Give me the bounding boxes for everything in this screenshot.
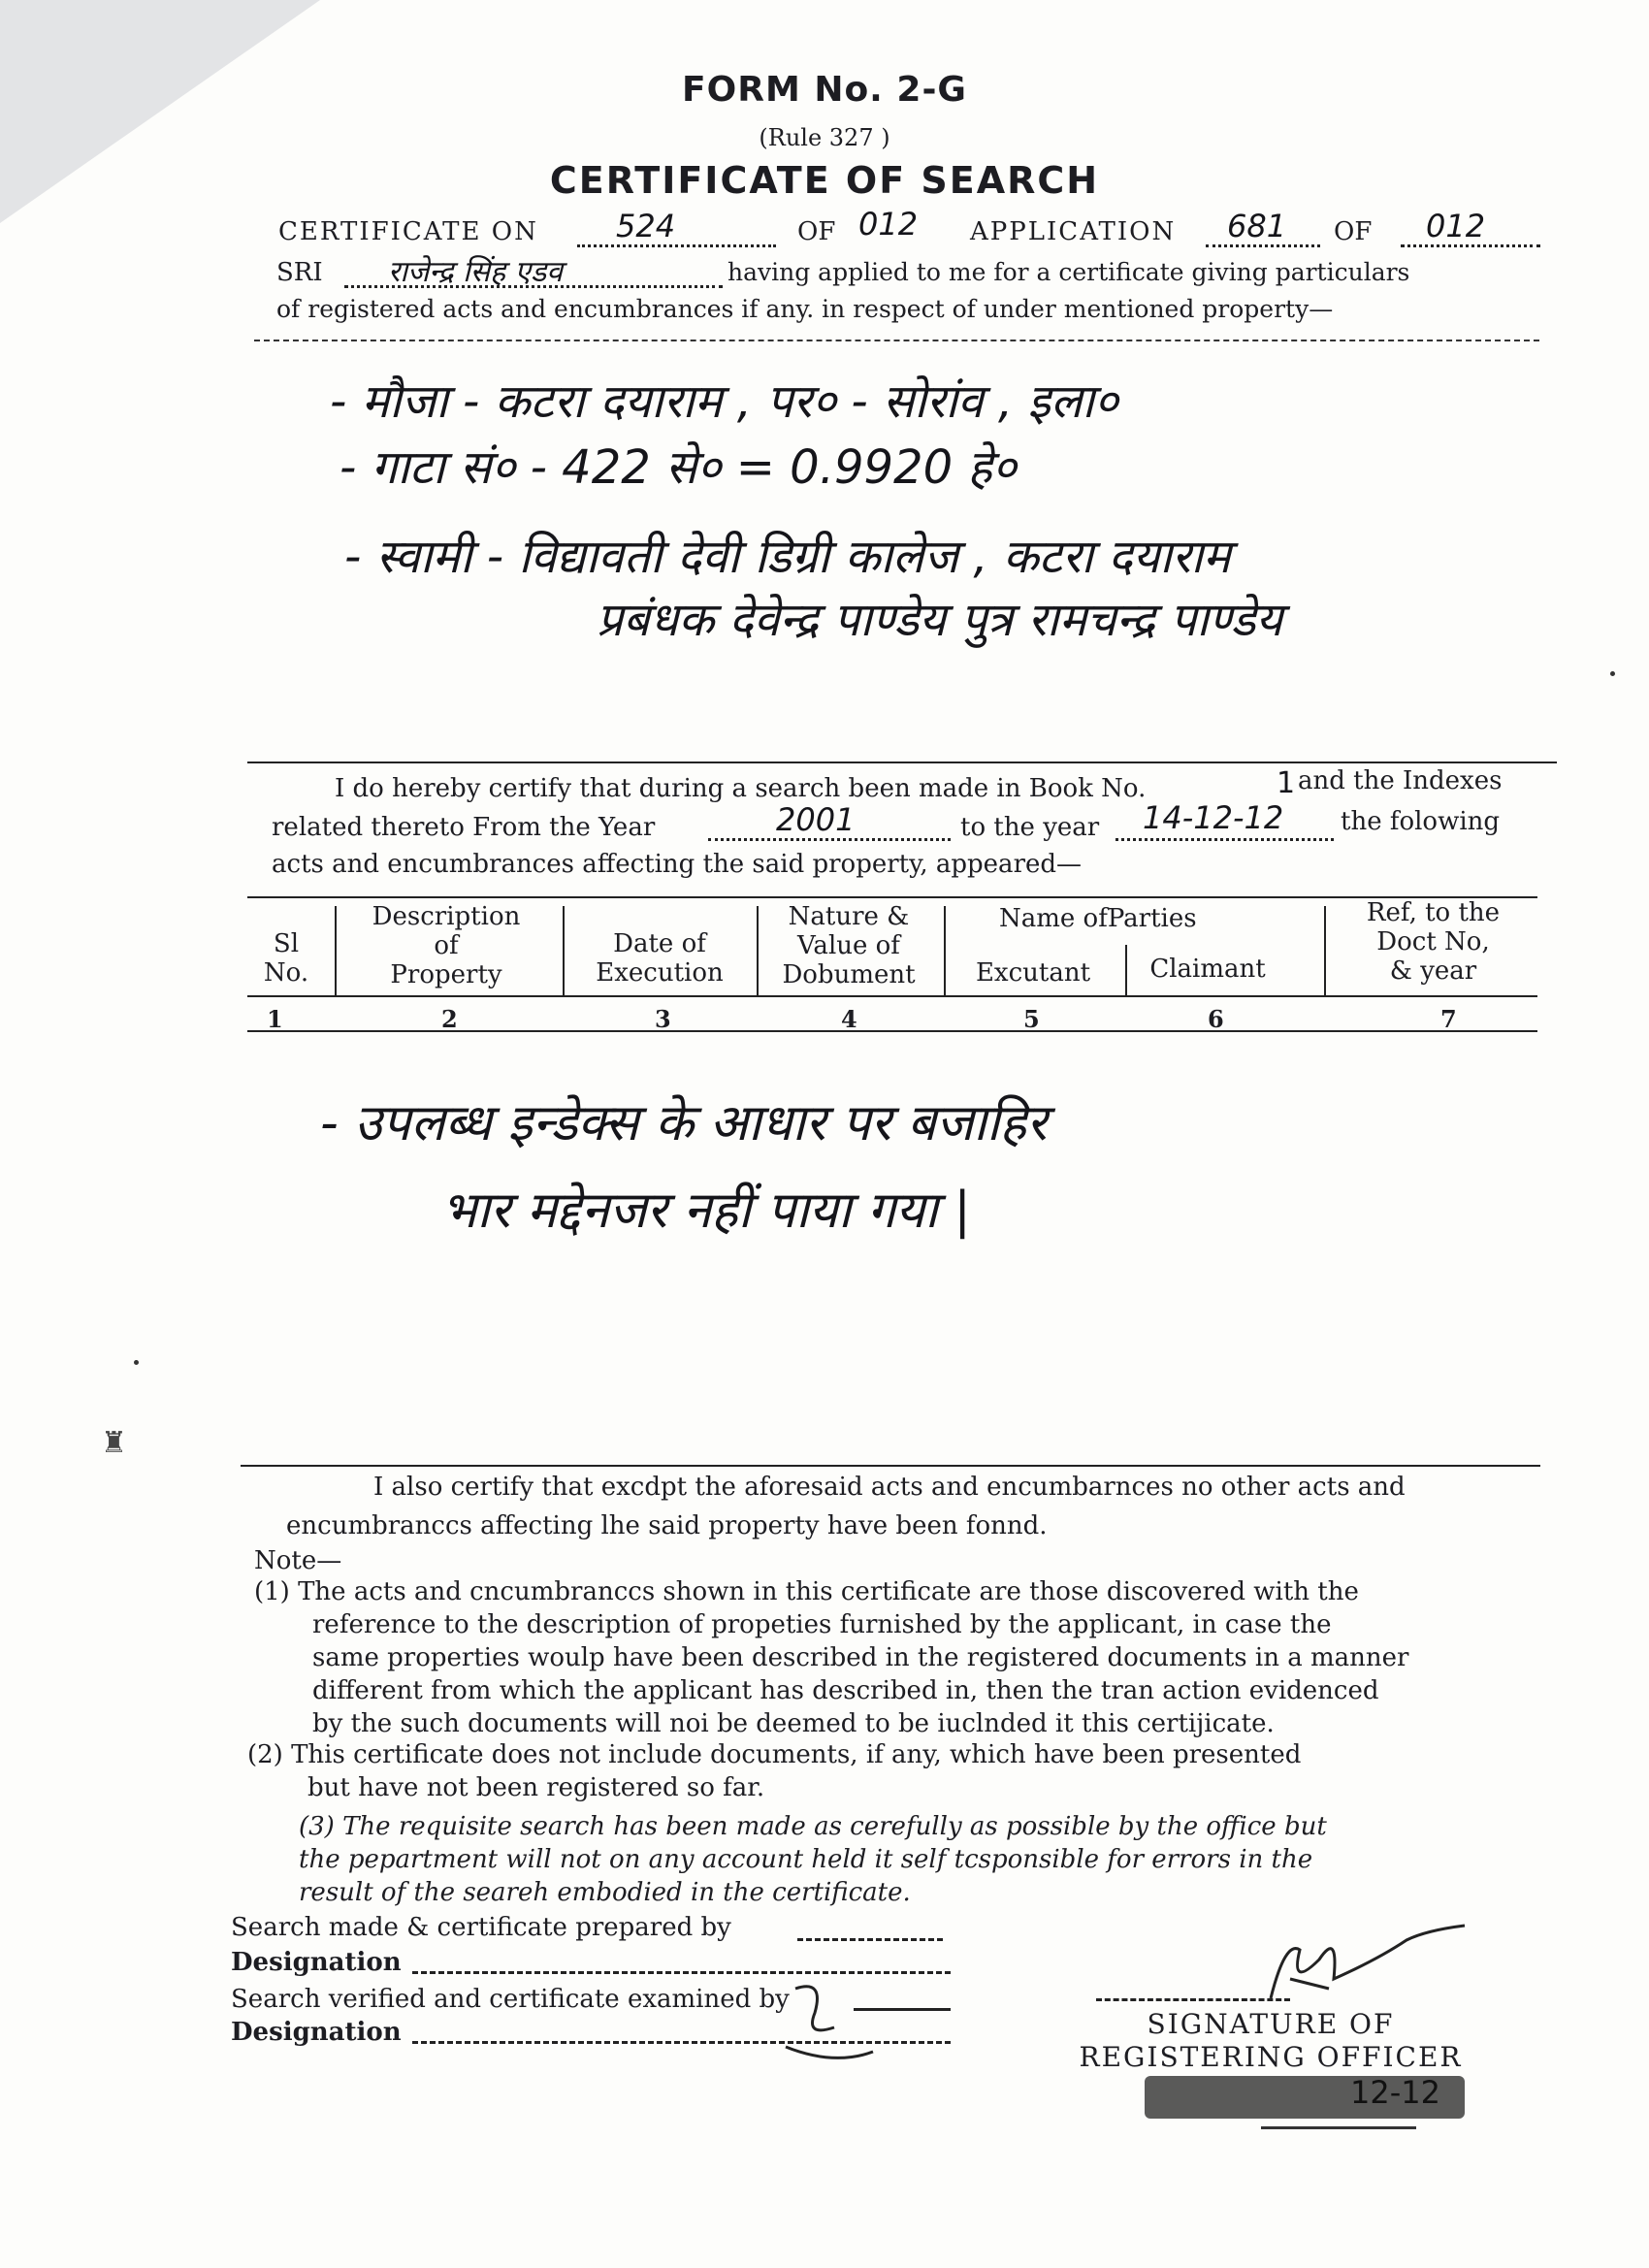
page-speck	[1610, 671, 1615, 676]
final-cert-line2: encumbranccs affecting lhe said property have been fonnd.	[286, 1511, 1048, 1540]
header-description: Description of Property	[372, 902, 521, 989]
header-claimant: Claimant	[1149, 955, 1266, 984]
notes-heading: Note—	[254, 1546, 342, 1575]
header-date: Date of Execution	[596, 929, 724, 988]
search-line2-a: related thereto From the Year	[272, 813, 656, 842]
property-line-1: - मौजा - कटरा दयाराम , पर० - सोरांव , इला०	[330, 374, 1118, 429]
label-designation-2: Designation	[231, 2018, 402, 2047]
divider-search	[247, 761, 1557, 763]
search-line1-a: I do hereby certify that during a search been made in Book No.	[335, 774, 1147, 803]
label-search-verified: Search verified and certificate examined by	[231, 1985, 790, 2014]
header-excutant: Excutant	[975, 958, 1091, 988]
property-line-2: - गाटा सं० - 422 से० = 0.9920 हे०	[340, 440, 1017, 495]
stamp-underline	[1261, 2126, 1416, 2129]
label-designation-1: Designation	[231, 1948, 402, 1977]
dots-search-made	[797, 1938, 943, 1941]
label-sri: SRI	[276, 258, 323, 287]
col-sep	[1324, 906, 1326, 995]
col-sep	[335, 906, 337, 995]
applicant-text-line2: of registered acts and encumbrances if any. in respect of under mentioned property—	[276, 295, 1334, 323]
col-num-7: 7	[1440, 1005, 1457, 1033]
applicant-text: having applied to me for a certificate giving particulars	[728, 258, 1410, 286]
search-line2-c: the folowing	[1341, 807, 1501, 836]
col-sep	[1125, 945, 1127, 995]
cert-number: 524	[616, 208, 676, 244]
dots-application-year	[1401, 244, 1540, 247]
stamp-date: 12-12	[1350, 2074, 1440, 2111]
signature-block	[1067, 2008, 1474, 2074]
search-result-line-2: भार मद्देनजर नहीं पाया गया |	[441, 1182, 971, 1240]
signature-label-1: SIGNATURE OF	[1147, 2008, 1395, 2040]
application-year: 012	[1426, 208, 1486, 244]
note-3: (3) The requisite search has been made as cerefully as possible by the office but the pepartment will not on any account held it self tcsponsible for errors in the result of the seareh embodied in the certificate.	[299, 1812, 1327, 1907]
page-speck	[134, 1360, 139, 1365]
note-2: (2) This certificate does not include documents, if any, which have been presented but have not been registered so far.	[247, 1740, 1302, 1802]
dots-from-year	[708, 838, 951, 841]
col-num-6: 6	[1208, 1005, 1224, 1033]
search-line1-b: and the Indexes	[1298, 766, 1503, 795]
label-of: OF	[797, 217, 836, 246]
header-parties: Name ofParties	[999, 904, 1197, 933]
header-sl: Sl No.	[263, 929, 309, 988]
application-number: 681	[1227, 208, 1287, 244]
col-sep	[563, 906, 565, 995]
binding-mark: ♜	[101, 1426, 127, 1460]
property-line-4: प्रबंधक देवेन्द्र पाण्डेय पुत्र रामचन्द्र पाण्डेय	[597, 593, 1283, 647]
label-of-2: OF	[1334, 217, 1373, 246]
dots-cert-number	[577, 244, 776, 247]
book-number: 1	[1277, 766, 1296, 800]
applicant-name: राजेन्द्र सिंह एडव	[388, 255, 563, 289]
label-search-made: Search made & certificate prepared by	[231, 1913, 731, 1942]
header-ref: Ref, to the Doct No, & year	[1366, 898, 1501, 986]
form-number: FORM No. 2-G	[682, 70, 967, 110]
from-year: 2001	[776, 801, 856, 838]
signature-dash	[1096, 1998, 1290, 2001]
col-num-1: 1	[267, 1005, 283, 1033]
note-1: (1) The acts and cncumbranccs shown in this certificate are those discovered with the reference to the description of propeties furnished by the applicant, in case the same properties woulp have been described in the registered documents in a manner different from which the applicant has described in, then the tran action evidenced by the such documents will noi be deemed to be iuclnded it this certijicate.	[254, 1577, 1409, 1738]
label-application: APPLICATION	[970, 217, 1177, 246]
search-line2-b: to the year	[960, 813, 1100, 842]
col-num-5: 5	[1023, 1005, 1040, 1033]
cert-year: 012	[858, 206, 919, 243]
divider-top	[254, 340, 1539, 341]
rule-reference: (Rule 327 )	[759, 124, 890, 151]
search-result-line-1: - उपलब्ध इन्डेक्स के आधार पर बजाहिर	[320, 1094, 1048, 1152]
divider-final	[241, 1465, 1540, 1467]
to-year: 14-12-12	[1143, 799, 1284, 836]
search-line3: acts and encumbrances affecting the said property, appeared—	[272, 850, 1083, 879]
col-num-3: 3	[655, 1005, 671, 1033]
col-sep	[757, 906, 759, 995]
dots-application-number	[1206, 244, 1320, 247]
signature-label-2: REGISTERING OFFICER	[1079, 2041, 1463, 2073]
label-certificate-on: CERTIFICATE ON	[278, 217, 538, 246]
col-num-4: 4	[841, 1005, 857, 1033]
col-sep	[944, 906, 946, 995]
table-header-rule	[247, 995, 1537, 997]
property-line-3: - स्वामी - विद्यावती देवी डिग्री कालेज , कटरा दयाराम	[344, 530, 1231, 584]
verifier-initial-mark	[776, 1969, 892, 2076]
dots-to-year	[1116, 838, 1334, 841]
encumbrance-table	[247, 896, 1537, 1034]
document-title: CERTIFICATE OF SEARCH	[549, 159, 1100, 202]
col-num-2: 2	[441, 1005, 458, 1033]
header-nature: Nature & Value of Dobument	[782, 902, 916, 989]
final-cert-line1: I also certify that excdpt the aforesaid acts and encumbarnces no other acts and	[373, 1473, 1406, 1502]
